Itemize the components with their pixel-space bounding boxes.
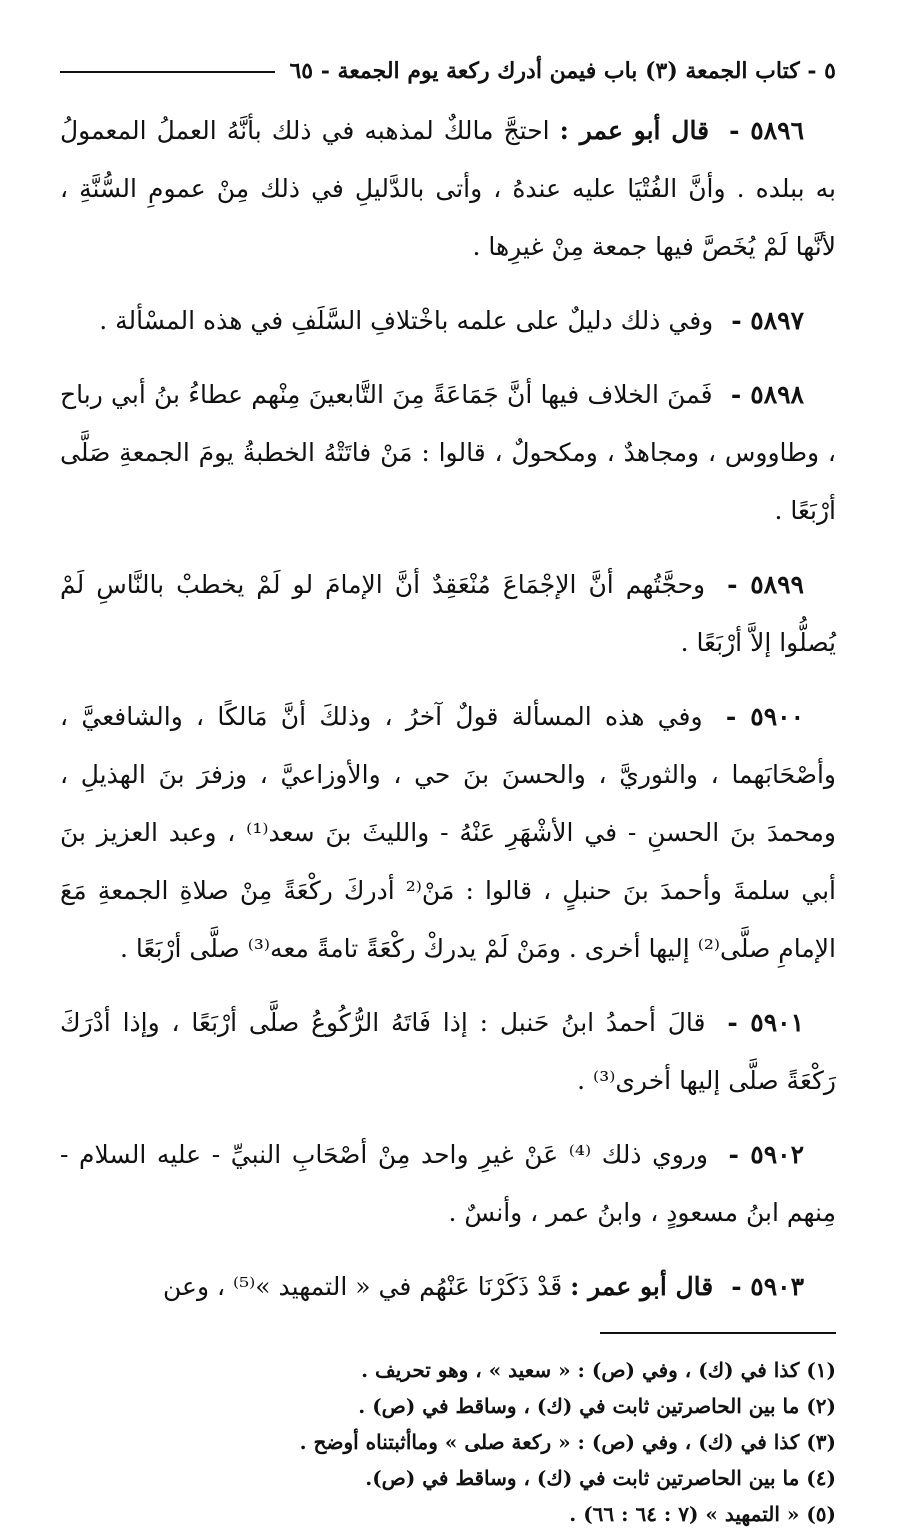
paragraph-text: وروي ذلك ⁽⁴⁾ عَنْ غيرِ واحد مِنْ أصْحَابِ النبيِّ - عليه السلام - مِنهم ابنُ مسعودٍ ، وابنُ عمر ، وأنسٌ . <box>60 1140 836 1227</box>
paragraph <box>60 556 836 672</box>
paragraph-number: ٥٨٩٦ - <box>729 116 805 145</box>
header-title: ٥ - كتاب الجمعة (٣) باب فيمن أدرك ركعة يوم الجمعة - ٦٥ <box>289 58 836 84</box>
paragraph-number: ٥٨٩٧ - <box>731 306 804 335</box>
paragraph <box>60 1258 836 1316</box>
paragraph-number: ٥٩٠٣ - <box>731 1272 804 1301</box>
footnotes <box>60 1352 836 1532</box>
paragraph <box>60 688 836 978</box>
paragraph-speaker: قال أبو عمر : <box>570 1272 714 1301</box>
paragraph-text: قالَ أحمدُ ابنُ حَنبل : إذا فَاتَهُ الرُّكُوعُ صلَّى أرْبَعًا ، وإذا أدْرَكَ رَكْعَةً صلَّى إليها أخرى⁽³⁾ . <box>60 1008 836 1095</box>
footnote: (٢) ما بين الحاصرتين ثابت في (ك) ، وساقط في (ص) . <box>358 1394 836 1418</box>
header-rule <box>60 71 275 73</box>
paragraph-text: وحجَّتُهم أنَّ الإجْمَاعَ مُنْعَقِدٌ أنَّ الإمامَ لو لَمْ يخطبْ بالنَّاسِ لَمْ يُصلُّوا إلاَّ أرْبَعًا . <box>60 570 836 657</box>
paragraph <box>60 1126 836 1242</box>
paragraph-number: ٥٨٩٩ - <box>727 570 804 599</box>
paragraph-number: ٥٨٩٨ - <box>730 380 804 409</box>
paragraph-number: ٥٩٠٠ - <box>725 702 804 731</box>
footnote: (٣) كذا في (ك) ، وفي (ص) : « ركعة صلى » وماأثبتناه أوضح . <box>299 1430 836 1454</box>
paragraph <box>60 366 836 540</box>
paragraph-text: احتجَّ مالكٌ لمذهبه في ذلك بأنَّهُ العملُ المعمولُ به ببلده . وأنَّ الفُتْيَا عليه عندهُ ، وأتى بالدَّليلِ في ذلك مِنْ عمومِ السُّنَّةِ ، لأنَّها لَمْ يُخَصَّ فيها جمعة مِنْ غيرِها . <box>60 116 836 261</box>
paragraph-text: وفي هذه المسألة قولٌ آخرُ ، وذلكَ أنَّ مَالكًا ، والشافعيَّ ، وأصْحَابَهما ، والثوريَّ ، والحسنَ بنَ حي ، والأوزاعيَّ ، وزفرَ بنَ الهذيلِ ، ومحمدَ بنَ الحسنِ - في الأشْهَرِ عَنْهُ - والليثَ بنَ سعد⁽¹⁾ ، وعبد العزيز بنَ أبي سلمةَ وأحمدَ بنَ حنبلٍ ، قالوا : مَنْ⁽² أدركَ ركْعَةً مِنْ صلاةِ الجمعةِ مَعَ الإمامِ صلَّى⁽²⁾ إليها أخرى . ومَنْ لَمْ يدركْ ركْعَةً تامةً معه⁽³⁾ صلَّى أرْبَعًا . <box>60 702 837 963</box>
paragraph-speaker: قال أبو عمر : <box>559 116 710 145</box>
paragraph <box>60 292 836 350</box>
book-page <box>60 48 836 1532</box>
footnote-separator <box>600 1332 836 1334</box>
paragraph <box>60 994 836 1110</box>
running-header <box>60 48 836 94</box>
paragraph-text: وفي ذلك دليلٌ على علمه باخْتلافِ السَّلَفِ في هذه المسْألة . <box>99 306 714 335</box>
paragraph-text: فَمنَ الخلاف فيها أنَّ جَمَاعَةً مِنَ التَّابعينَ مِنْهم عطاءُ بنُ أبي رباح ، وطاووس ، ومجاهدٌ ، ومكحولٌ ، قالوا : مَنْ فاتَتْهُ الخطبةُ يومَ الجمعةِ صَلَّى أرْبَعًا . <box>60 380 836 525</box>
footnote: (٤) ما بين الحاصرتين ثابت في (ك) ، وساقط في (ص). <box>365 1466 836 1490</box>
paragraph-number: ٥٩٠١ - <box>727 1008 804 1037</box>
main-text <box>60 102 836 1316</box>
paragraph-number: ٥٩٠٢ - <box>728 1140 805 1169</box>
footnote: (٥) « التمهيد » (٧ : ٦٤ : ٦٦) . <box>569 1502 836 1526</box>
paragraph-text: قَدْ ذَكَرْنَا عَنْهُم في « التمهيد »⁽⁵⁾ ، وعن <box>163 1272 563 1301</box>
footnote: (١) كذا في (ك) ، وفي (ص) : « سعيد » ، وهو تحريف . <box>361 1358 836 1382</box>
paragraph <box>60 102 836 276</box>
